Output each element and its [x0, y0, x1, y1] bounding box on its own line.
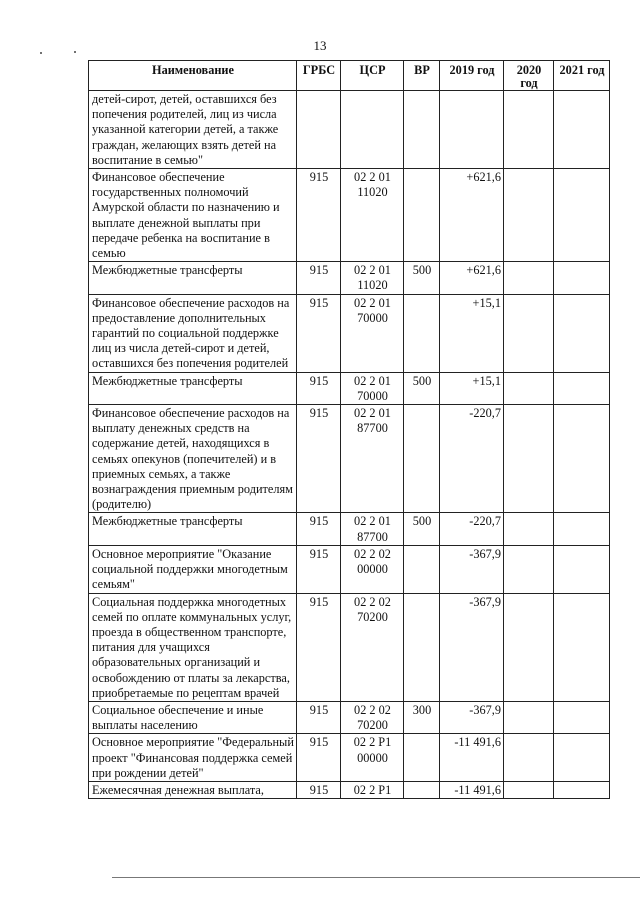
cell-vr: [404, 734, 440, 782]
cell-2021: [554, 169, 610, 262]
cell-2021: [554, 701, 610, 733]
cell-2021: [554, 91, 610, 169]
table-row: [89, 372, 610, 404]
cell-vr: [404, 545, 440, 593]
cell-grbs: 915: [297, 545, 341, 593]
cell-csr: [341, 593, 404, 701]
cell-2019: +621,6: [440, 169, 504, 262]
cell-grbs: 915: [297, 593, 341, 701]
cell-2021: [554, 734, 610, 782]
cell-name: детей-сирот, детей, оставшихся без попечения родителей, лиц из числа указанной категории детей, а также граждан, желающих взять детей на воспитание в семью": [89, 91, 297, 169]
csr-code-line: 11020: [357, 278, 388, 293]
cell-name: Финансовое обеспечение расходов на предоставление дополнительных гарантий по социальной поддержке лиц из числа детей-сирот и детей, оставшихся без попечения родителей: [89, 294, 297, 372]
cell-2020: [504, 405, 554, 513]
table-row: [89, 513, 610, 545]
header-vr: ВР: [404, 61, 440, 91]
cell-2021: [554, 593, 610, 701]
header-2020: 2020 год: [504, 61, 554, 91]
cell-csr: [341, 372, 404, 404]
header-name: Наименование: [89, 61, 297, 91]
csr-code-line: 02 2 01: [354, 295, 391, 310]
cell-2019: +621,6: [440, 262, 504, 294]
cell-name: Финансовое обеспечение расходов на выплату денежных средств на содержание детей, находящихся в семьях опекунов (попечителей) и в приемных семьях, а также вознаграждения приемным родителям (родителю): [89, 405, 297, 513]
cell-2020: [504, 701, 554, 733]
cell-vr: [404, 294, 440, 372]
cell-2019: -367,9: [440, 701, 504, 733]
cell-2021: [554, 294, 610, 372]
csr-code-line: 70000: [357, 388, 388, 403]
cell-grbs: 915: [297, 169, 341, 262]
cell-grbs: 915: [297, 701, 341, 733]
cell-2020: [504, 262, 554, 294]
cell-name: Социальное обеспечение и иные выплаты населению: [89, 701, 297, 733]
csr-code-line: 00000: [357, 750, 388, 765]
cell-grbs: 915: [297, 372, 341, 404]
cell-2019: -367,9: [440, 593, 504, 701]
table-body: [89, 91, 610, 799]
cell-grbs: 915: [297, 405, 341, 513]
cell-csr: [341, 91, 404, 169]
csr-code-line: 02 2 P1: [353, 735, 392, 750]
cell-2020: [504, 545, 554, 593]
table-header-row: [89, 61, 610, 91]
scan-speck: [74, 51, 76, 53]
cell-grbs: 915: [297, 513, 341, 545]
cell-csr: [341, 545, 404, 593]
cell-grbs: 915: [297, 294, 341, 372]
header-grbs: ГРБС: [297, 61, 341, 91]
cell-csr: [341, 169, 404, 262]
cell-2019: -367,9: [440, 545, 504, 593]
cell-2021: [554, 545, 610, 593]
csr-code-line: 70200: [357, 609, 388, 624]
csr-code-line: 11020: [357, 185, 388, 200]
cell-name: Основное мероприятие "Федеральный проект "Финансовая поддержка семей при рождении детей": [89, 734, 297, 782]
cell-name: Межбюджетные трансферты: [89, 262, 297, 294]
table-row: [89, 169, 610, 262]
cell-csr: [341, 294, 404, 372]
csr-code-line: 87700: [357, 529, 388, 544]
cell-vr: [404, 91, 440, 169]
cell-csr: [341, 513, 404, 545]
cell-grbs: [297, 91, 341, 169]
cell-2020: [504, 169, 554, 262]
csr-code-line: 02 2 P1: [353, 782, 392, 797]
cell-2020: [504, 294, 554, 372]
cell-vr: 300: [404, 701, 440, 733]
cell-2019: -11 491,6: [440, 734, 504, 782]
cell-2020: [504, 372, 554, 404]
cell-vr: [404, 781, 440, 798]
budget-table: [88, 60, 610, 799]
cell-grbs: 915: [297, 262, 341, 294]
cell-name: Ежемесячная денежная выплата,: [89, 781, 297, 798]
csr-code-line: 87700: [357, 421, 388, 436]
cell-name: Межбюджетные трансферты: [89, 372, 297, 404]
cell-csr: [341, 405, 404, 513]
table-row: [89, 781, 610, 798]
csr-code-line: 02 2 02: [354, 594, 391, 609]
cell-name: Основное мероприятие "Оказание социальной поддержки многодетным семьям": [89, 545, 297, 593]
cell-name: Межбюджетные трансферты: [89, 513, 297, 545]
table-row: [89, 593, 610, 701]
cell-2019: -220,7: [440, 513, 504, 545]
table-row: [89, 701, 610, 733]
cell-grbs: 915: [297, 781, 341, 798]
cell-2019: +15,1: [440, 372, 504, 404]
csr-code-line: 02 2 02: [354, 702, 391, 717]
header-csr: ЦСР: [341, 61, 404, 91]
cell-vr: [404, 593, 440, 701]
cell-2021: [554, 513, 610, 545]
csr-code-line: 02 2 01: [354, 406, 391, 421]
cell-vr: [404, 405, 440, 513]
cell-2019: -220,7: [440, 405, 504, 513]
table-row: [89, 91, 610, 169]
cell-csr: [341, 781, 404, 798]
csr-code-line: 02 2 01: [354, 514, 391, 529]
table-row: [89, 262, 610, 294]
csr-code-line: 02 2 01: [354, 170, 391, 185]
cell-2020: [504, 593, 554, 701]
csr-code-line: 70200: [357, 718, 388, 733]
cell-2020: [504, 91, 554, 169]
cell-2021: [554, 781, 610, 798]
cell-csr: [341, 734, 404, 782]
cell-vr: 500: [404, 372, 440, 404]
cell-2021: [554, 372, 610, 404]
csr-code-line: 70000: [357, 310, 388, 325]
cell-name: Финансовое обеспечение государственных полномочий Амурской области по назначению и выплате денежной выплаты при передаче ребенка на воспитание в семью: [89, 169, 297, 262]
cell-csr: [341, 262, 404, 294]
csr-code-line: 02 2 01: [354, 373, 391, 388]
cell-2019: -11 491,6: [440, 781, 504, 798]
header-2019: 2019 год: [440, 61, 504, 91]
cell-vr: 500: [404, 262, 440, 294]
table-row: [89, 734, 610, 782]
cell-2021: [554, 405, 610, 513]
cell-2019: +15,1: [440, 294, 504, 372]
cell-2020: [504, 781, 554, 798]
csr-code-line: 02 2 01: [354, 263, 391, 278]
csr-code-line: 00000: [357, 562, 388, 577]
table-row: [89, 545, 610, 593]
cell-csr: [341, 701, 404, 733]
page-number: 13: [313, 38, 327, 53]
scan-bottom-edge: [112, 877, 640, 878]
cell-2021: [554, 262, 610, 294]
cell-2019: [440, 91, 504, 169]
cell-2020: [504, 513, 554, 545]
header-2021: 2021 год: [554, 61, 610, 91]
table-row: [89, 294, 610, 372]
cell-vr: 500: [404, 513, 440, 545]
cell-grbs: 915: [297, 734, 341, 782]
cell-vr: [404, 169, 440, 262]
cell-2020: [504, 734, 554, 782]
table-row: [89, 405, 610, 513]
csr-code-line: 02 2 02: [354, 546, 391, 561]
cell-name: Социальная поддержка многодетных семей по оплате коммунальных услуг, проезда в общественном транспорте, питания для учащихся образовательных организаций и освобождению от платы за лекарства, приобретаемые по рецептам врачей: [89, 593, 297, 701]
scan-speck: [40, 52, 42, 54]
